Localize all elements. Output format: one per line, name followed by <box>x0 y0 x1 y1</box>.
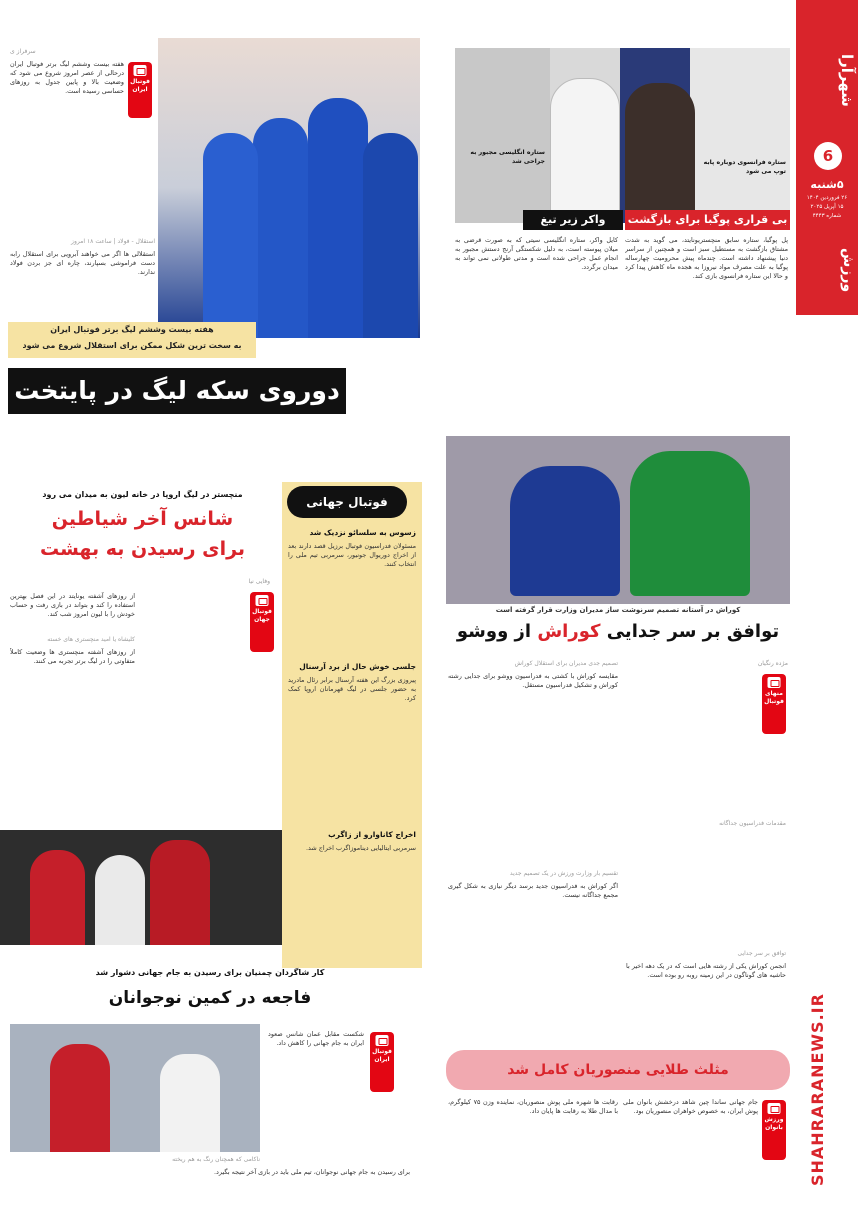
ucl-byline: وفایی نیا <box>248 578 270 585</box>
kurash-sub2: مقدمات فدراسیون جداگانه <box>719 820 786 827</box>
ucl-photo <box>0 830 282 945</box>
junior-text2: برای رسیدن به جام جهانی نوجوانان، تیم ملی باید در بازی آخر نتیجه بگیرد. <box>213 1168 410 1176</box>
player-blue-3 <box>203 133 258 338</box>
walker-text: کایل واکر، ستاره انگلیسی سیتی که به صورت قرضی به میلان پیوسته است، به دلیل شکستگی آرنج دستش مجبور به انجام عمل جراحی شده است و مدتی طولانی نمی تواند به میدان برگردد. <box>455 236 618 271</box>
kurash-kicker: کوراش در آستانه تصمیم سرنوشت ساز مدیران وزارت قرار گرفته است <box>495 606 741 614</box>
player-red-2 <box>150 840 210 945</box>
world-h1: زسوس به سلسائو نزدیک شد <box>309 528 416 537</box>
league-strap-line2: به سخت ترین شکل ممکن برای استقلال شروع می شود <box>22 341 242 350</box>
kurash-headline <box>448 618 788 646</box>
league-badge <box>128 62 152 118</box>
pogba-caption: ستاره فرانسوی دوباره پابه توپ می شود <box>703 159 786 175</box>
player-pogba <box>625 83 695 223</box>
pogba-text: پل پوگبا، ستاره سابق منچستریونایتد، می گوید به شدت مشتاق بازگشت به مستطیل سبز است و همچنین از سراسر دنیا پیشنهاد داشته است. چندماه پیش محرومیت چهارساله پوگبا به علت مصرف مواد نیروزا به هجده ماه کاهش پیدا کرد و حالا این ستاره فرانسوی بازی کند. <box>625 236 788 280</box>
wrestler-green <box>630 451 750 596</box>
league-byline: سرفراز ی <box>10 48 36 55</box>
wrestler-blue <box>510 466 620 596</box>
junior-text1: شکست مقابل عمان شانس صعود ایران به جام جهانی را کاهش داد. <box>268 1030 364 1047</box>
kurash-text3: انجمن کوراش یکی از رشته هایی است که در یک دهه اخیر با حاشیه های گوناگون در این زمینه روبه رو بوده است. <box>626 962 786 979</box>
league-strap-line1: هفته بیست وششم لیگ برتر فوتبال ایران <box>50 325 214 334</box>
date-2: ۱۵ آپریل ۲۰۲۵ <box>810 204 844 210</box>
kurash-headline-a: توافق بر سر جدایی <box>600 621 780 642</box>
world-t3: سرمربی ایتالیایی دیناموزاگرب اخراج شد. <box>306 844 416 852</box>
ucl-badge <box>250 592 274 652</box>
player-white <box>95 855 145 945</box>
league-subhead: استقلال - فولاد | ساعت ۱۸ امروز <box>71 238 155 245</box>
junior-badge-label: فوتبال ایران <box>372 1048 392 1063</box>
sanda-badge-label: ورزش بانوان <box>764 1116 784 1131</box>
ucl-badge-label: فوتبال جهان <box>252 608 272 623</box>
kurash-badge <box>762 674 786 734</box>
kurash-text2: اگر کوراش به فدراسیون جدید برسد دیگر نیازی به شکل گیری مجمع جداگانه نیست. <box>448 882 618 899</box>
kurash-sub4: توافق بر سر جدایی <box>737 950 786 957</box>
ucl-headline-1: شانس آخر شیاطین <box>51 508 234 530</box>
league-badge-label: فوتبال ایران <box>130 78 150 93</box>
league-text: استقلالی ها اگر می خواهند آبرویی برای استقلال رابه دست فراموشی بسپارند، چاره ای جز بردن فولاد ندارند. <box>10 250 155 276</box>
kurash-headline-c: از ووشو <box>456 621 538 642</box>
site-url: SHAHRARANEWS.IR <box>808 993 827 1187</box>
camera-icon <box>134 65 147 76</box>
player-red-junior <box>50 1044 110 1152</box>
camera-icon <box>376 1035 389 1046</box>
junior-badge <box>370 1032 394 1092</box>
logo: شهرآرا <box>838 53 856 107</box>
ucl-headline-2: برای رسیدن به بهشت <box>39 538 246 560</box>
world-t1: مسئولان فدراسیون فوتبال برزیل قصد دارند بعد از اخراج دوریوال جونیور، سرمربی تیم ملی را انتخاب کنند. <box>288 542 416 568</box>
player-walker <box>550 78 620 223</box>
junior-kicker: کار شاگردان چمنیان برای رسیدن به جام جهانی دشوار شد <box>95 968 325 977</box>
player-red-1 <box>30 850 85 945</box>
kurash-headline-b: کوراش <box>537 621 601 642</box>
page-number-badge: 6 <box>814 142 842 170</box>
camera-icon <box>768 1103 781 1114</box>
player-blue-4 <box>363 133 418 338</box>
kurash-photo <box>446 436 790 604</box>
player-white-junior <box>160 1054 220 1152</box>
kurash-text1: مقایسه کوراش با کشتی به فدراسیون ووشو برای جدایی رشته کوراش و تشکیل فدراسیون مستقل. <box>448 672 618 689</box>
pogba-headline: بی قراری پوگبا برای بازگشت <box>625 210 790 230</box>
issue-number: شماره ۴۴۴۳ <box>812 213 842 219</box>
junior-headline: فاجعه در کمین نوجوانان <box>108 988 312 1008</box>
camera-icon <box>256 595 269 606</box>
world-h3: اخراج کاناوارو از زاگرب <box>328 830 416 839</box>
kurash-sub3: تقسیم بار وزارت ورزش در یک تصمیم جدید <box>509 870 618 877</box>
kurash-sub1: تصمیم جدی مدیران برای استقلال کوراش <box>514 660 618 667</box>
sanda-text1: جام جهانی ساندا چین شاهد درخشش بانوان ملی پوش ایران، به خصوص خواهران منصوریان بود. <box>623 1098 758 1115</box>
sanda-badge <box>762 1100 786 1160</box>
section-logo: ورزش <box>840 247 856 293</box>
ucl-kicker: منچستر در لیگ اروپا در خانه لیون به میدان می رود <box>42 490 243 499</box>
junior-subhead: ناکامی که همچنان رنگ به هم ریخته <box>172 1156 260 1163</box>
walker-caption: ستاره انگلیسی مجبور به جراحی شد <box>470 149 545 165</box>
league-headline: دوروی سکه لیگ در پایتخت <box>8 368 346 414</box>
league-team-photo <box>158 38 420 338</box>
world-h2: جلسی خوش حال از برد آرسنال <box>299 662 416 671</box>
pogba-walker-photo <box>455 48 790 223</box>
league-strap <box>8 322 256 358</box>
sanda-headline: مثلث طلایی منصوریان کامل شد <box>446 1050 790 1090</box>
player-blue-1 <box>308 98 368 338</box>
ucl-subhead: کلیشاه یا امید منچستری های خسته <box>47 636 135 643</box>
camera-icon <box>768 677 781 688</box>
sanda-text2: رقابت ها شهره ملی پوش منصوریان، نماینده وزن ۷۵ کیلوگرم، با مدال طلا به رقابت ها پایان داد. <box>448 1098 618 1115</box>
world-t2: پیروزی بزرگ این هفته آرسنال برابر رئال مادرید به حضور جلسی در لیگ قهرمانان اروپا کمک کرد. <box>288 676 416 702</box>
walker-headline: واکر زیر تیغ <box>523 210 623 230</box>
league-intro: هفته بیست وششم لیگ برتر فوتبال ایران درحالی از عصر امروز شروع می شود که وضعیت بالا و پایین جدول به روزهای حساسی رسیده است. <box>10 60 124 95</box>
ucl-text1: از روزهای آشفته یونایتد در این فصل بهترین استفاده را کند و بتواند در بازی رفت و حساب خودش را با لیون امروز شب کند. <box>10 592 135 618</box>
kurash-byline: مژده رنگیان <box>757 660 788 667</box>
junior-photo <box>10 1024 260 1152</box>
day: ۵شنبه <box>810 178 844 191</box>
player-blue-2 <box>253 118 308 338</box>
ucl-text2: از روزهای آشفته منچستری ها وضعیت کاملاً متفاوتی را در لیگ برتر تجربه می کنند. <box>10 648 135 665</box>
masthead <box>796 0 858 1220</box>
date-1: ۲۶ فروردین ۱۴۰۴ <box>806 195 848 201</box>
world-title: فوتبال جهانی <box>287 486 407 518</box>
kurash-badge-label: منهای فوتبال <box>764 690 784 705</box>
